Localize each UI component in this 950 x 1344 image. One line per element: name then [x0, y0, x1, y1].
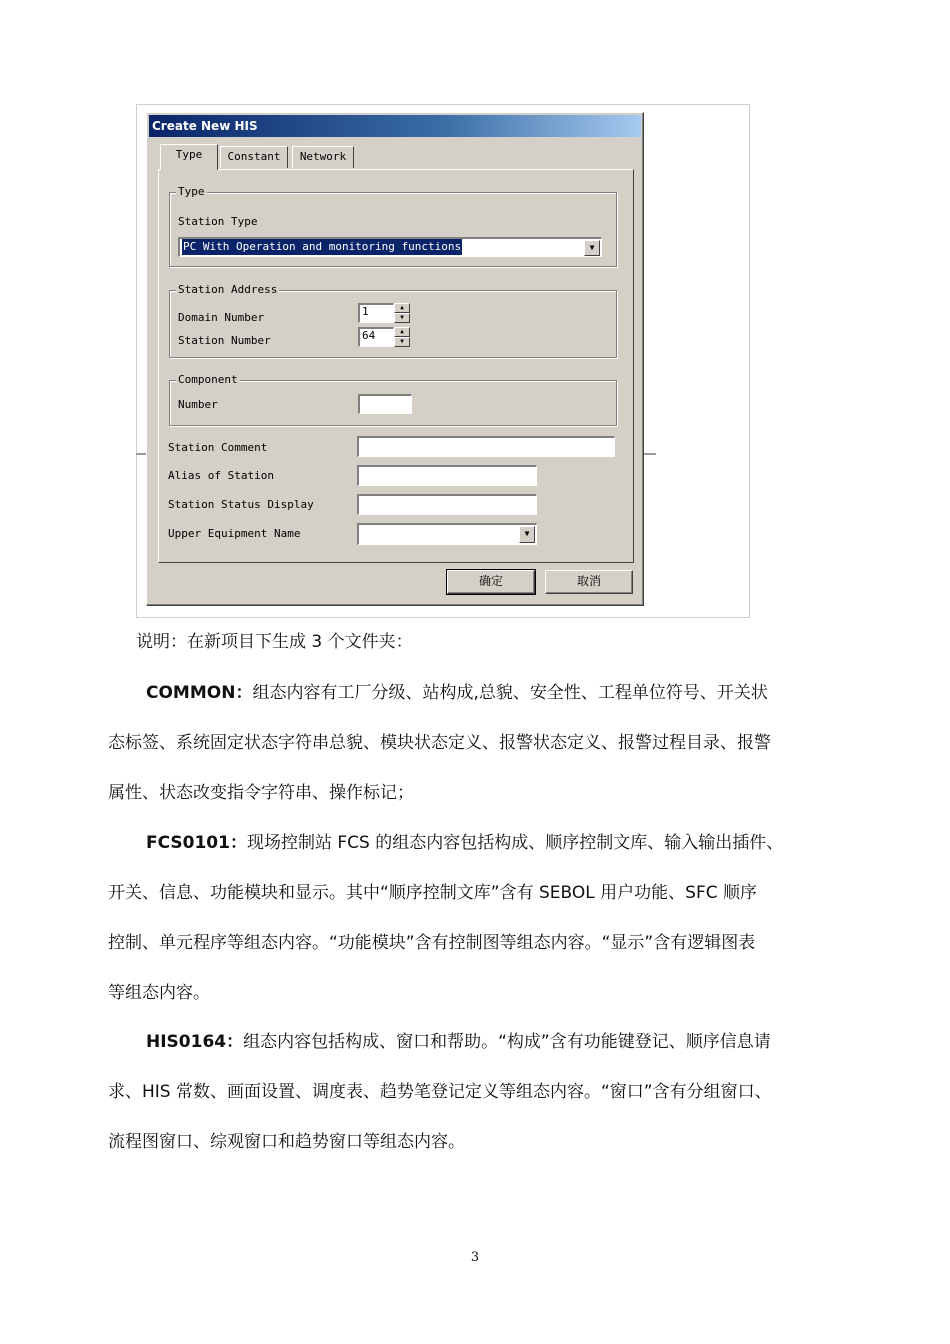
component-number-field[interactable] — [358, 394, 412, 414]
section-term: COMMON： — [146, 683, 253, 703]
number-label: Number — [178, 398, 218, 411]
caption: 说明：在新项目下生成 3 个文件夹： — [136, 632, 413, 652]
domain-down-icon[interactable]: ▼ — [394, 313, 410, 323]
station-down-icon[interactable]: ▼ — [394, 337, 410, 347]
section-line: 求、HIS 常数、画面设置、调度表、趋势笔登记定义等组态内容。“窗口”含有分组窗口、 — [108, 1082, 772, 1102]
section-line: 组态内容包括构成、窗口和帮助。“构成”含有功能键登记、顺序信息请 — [243, 1032, 771, 1052]
station-type-value: PC With Operation and monitoring functions — [183, 240, 462, 253]
station-address-legend: Station Address — [178, 283, 278, 296]
station-up-icon[interactable]: ▲ — [394, 327, 410, 337]
upper-equipment-name-label: Upper Equipment Name — [168, 527, 301, 540]
station-status-display-field[interactable] — [357, 494, 537, 515]
chevron-down-icon[interactable]: ▼ — [519, 526, 535, 543]
section-line: 现场控制站 FCS 的组态内容包括构成、顺序控制文库、输入输出插件、 — [246, 833, 784, 853]
section-line: 属性、状态改变指令字符串、操作标记； — [108, 783, 414, 803]
domain-number-field[interactable]: 1 — [358, 303, 394, 323]
section-line: 态标签、系统固定状态字符串总貌、模块状态定义、报警状态定义、报警过程目录、报警 — [108, 733, 771, 753]
domain-up-icon[interactable]: ▲ — [394, 303, 410, 313]
section-line: 开关、信息、功能模块和显示。其中“顺序控制文库”含有 SEBOL 用户功能、SFC 顺序 — [108, 883, 758, 903]
station-type-label: Station Type — [178, 215, 258, 228]
cancel-button[interactable]: 取消 — [545, 570, 633, 594]
section-fcs0101 — [108, 818, 852, 1018]
section-term: HIS0164： — [146, 1032, 244, 1052]
station-comment-field[interactable] — [357, 436, 615, 457]
station-number-label: Station Number — [178, 334, 271, 347]
type-group-legend: Type — [178, 185, 205, 198]
divider-right — [642, 453, 656, 455]
component-legend: Component — [178, 373, 238, 386]
domain-number-label: Domain Number — [178, 311, 265, 324]
station-type-select[interactable] — [178, 237, 602, 257]
section-his0164 — [108, 1017, 852, 1167]
component-group — [169, 373, 617, 426]
station-status-display-label: Station Status Display — [168, 498, 314, 511]
station-address-group — [169, 283, 617, 358]
tab-type[interactable]: Type — [160, 144, 218, 170]
section-common — [108, 668, 852, 818]
upper-equipment-name-select[interactable] — [357, 523, 537, 545]
section-term: FCS0101： — [146, 833, 247, 853]
section-line: 流程图窗口、综观窗口和趋势窗口等组态内容。 — [108, 1132, 465, 1152]
section-line: 等组态内容。 — [108, 983, 210, 1003]
create-new-his-dialog — [146, 112, 644, 606]
section-line: 控制、单元程序等组态内容。“功能模块”含有控制图等组态内容。“显示”含有逻辑图表 — [108, 933, 756, 953]
station-comment-label: Station Comment — [168, 441, 268, 454]
tab-network[interactable]: Network — [292, 146, 354, 168]
dialog-title: Create New HIS — [149, 115, 641, 137]
alias-of-station-label: Alias of Station — [168, 469, 274, 482]
station-number-field[interactable]: 64 — [358, 327, 394, 347]
alias-of-station-field[interactable] — [357, 465, 537, 486]
tab-constant[interactable]: Constant — [220, 146, 288, 168]
ok-button[interactable]: 确定 — [447, 570, 535, 594]
chevron-down-icon[interactable]: ▼ — [584, 240, 600, 256]
page-number: 3 — [470, 1250, 480, 1265]
type-group — [169, 185, 617, 267]
section-line: 组态内容有工厂分级、站构成,总貌、安全性、工程单位符号、开关状 — [252, 683, 768, 703]
